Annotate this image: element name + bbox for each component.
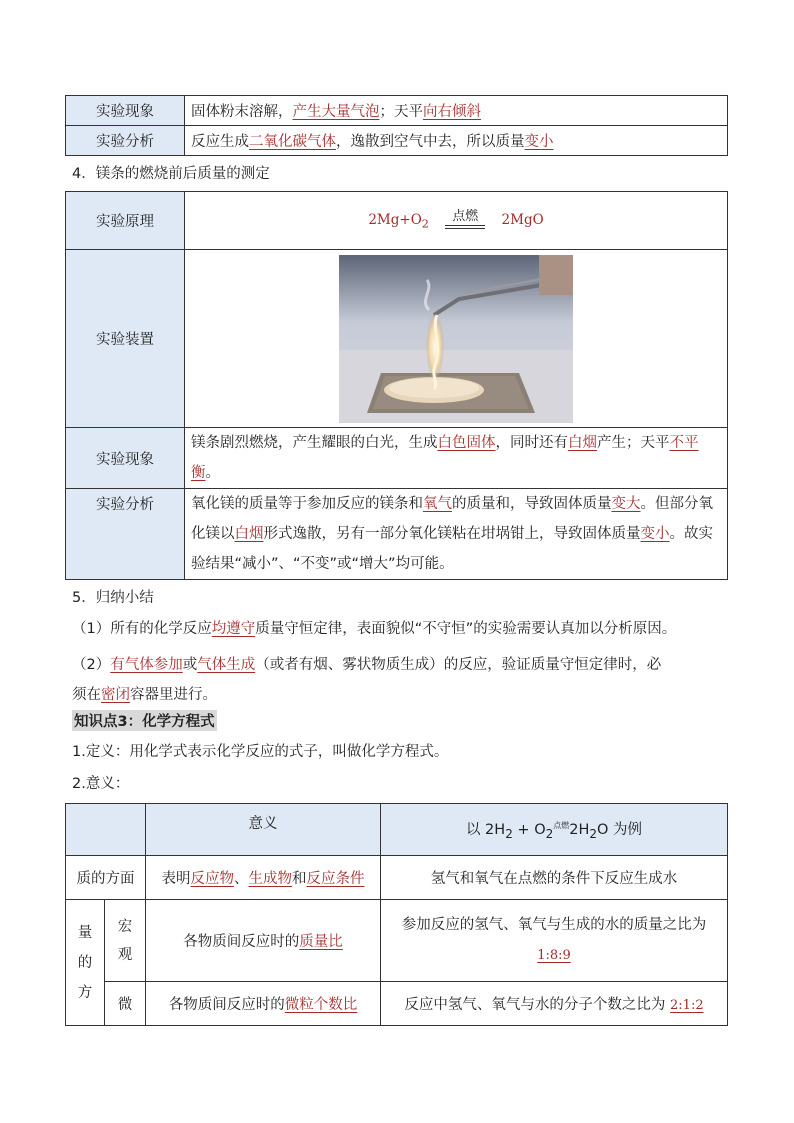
equation-meaning-table <box>65 803 728 1026</box>
table-row <box>66 250 728 428</box>
reaction-condition: 点燃 <box>441 211 489 230</box>
chemical-equation: $2Mg+O_2$ 点燃 2MgO <box>185 192 728 250</box>
photo-illustration <box>339 255 573 423</box>
micro-label: 微 <box>105 982 146 1026</box>
quality-meaning: 表明反应物、生成物和反应条件 <box>146 856 381 900</box>
magnesium-burning-photo <box>339 255 573 423</box>
quality-label: 质的方面 <box>66 856 146 900</box>
table-row <box>66 489 728 580</box>
phenomenon-text: 镁条剧烈燃烧，产生耀眼的白光，生成白色固体，同时还有白烟产生；天平不平衡。 <box>185 428 728 489</box>
analysis-text: 氧化镁的质量等于参加反应的镁条和氧气的质量和，导致固体质量变大。但部分氧化镁以白烟形式逸散，另有一部分氧化镁粘在坩埚钳上，导致固体质量变小。故实验结果“减小”、“不变”或“增大”均可能。 <box>185 489 728 580</box>
macro-example: 参加反应的氢气、氧气与生成的水的质量之比为 1:8:9 <box>381 900 728 982</box>
table-row <box>66 126 728 156</box>
experiment-table-1 <box>65 95 728 156</box>
meaning-heading: 2.意义： <box>72 776 130 792</box>
row-content: 反应生成二氧化碳气体，逸散到空气中去，所以质量变小 <box>185 126 728 156</box>
table-row <box>66 96 728 126</box>
quantity-label: 量 的 方 <box>66 900 105 1026</box>
corner-cell <box>66 804 146 856</box>
quality-example: 氢气和氧气在点燃的条件下反应生成水 <box>381 856 728 900</box>
table-row <box>66 428 728 489</box>
table-row <box>66 804 728 856</box>
row-content: 固体粉末溶解，产生大量气泡；天平向右倾斜 <box>185 96 728 126</box>
section-5-heading: 5．归纳小结 <box>72 590 154 606</box>
micro-meaning: 各物质间反应时的微粒个数比 <box>146 982 381 1026</box>
macro-meaning: 各物质间反应时的质量比 <box>146 900 381 982</box>
micro-example: 反应中氢气、氧气与水的分子个数之比为 2:1:2 <box>381 982 728 1026</box>
phenomenon-label: 实验现象 <box>66 428 185 489</box>
table-row <box>66 856 728 900</box>
header-example: 以 $2H_2 + O_2^{点燃}2H_2O$ 为例 <box>381 804 728 856</box>
apparatus-cell <box>185 250 728 428</box>
knowledge-point-title: 知识点3：化学方程式 <box>72 710 217 731</box>
principle-label: 实验原理 <box>66 192 185 250</box>
table-row <box>66 192 728 250</box>
summary-item-1: （1）所有的化学反应均遵守质量守恒定律，表面貌似“不守恒”的实验需要认真加以分析原因。 <box>72 621 677 637</box>
summary-item-2: （2）有气体参加或气体生成（或者有烟、雾状物质生成）的反应，验证质量守恒定律时，必 须在密闭容器里进行。 <box>72 657 662 703</box>
table-row <box>66 900 728 982</box>
row-label: 实验分析 <box>66 126 185 156</box>
apparatus-label: 实验装置 <box>66 250 185 428</box>
definition-text: 1.定义：用化学式表示化学反应的式子，叫做化学方程式。 <box>72 744 449 760</box>
row-label: 实验现象 <box>66 96 185 126</box>
macro-label: 宏 观 <box>105 900 146 982</box>
table-row <box>66 982 728 1026</box>
analysis-label: 实验分析 <box>66 489 185 580</box>
magnesium-experiment-table <box>65 191 728 580</box>
header-meaning: 意义 <box>146 804 381 856</box>
section-4-heading: 4．镁条的燃烧前后质量的测定 <box>72 166 270 182</box>
